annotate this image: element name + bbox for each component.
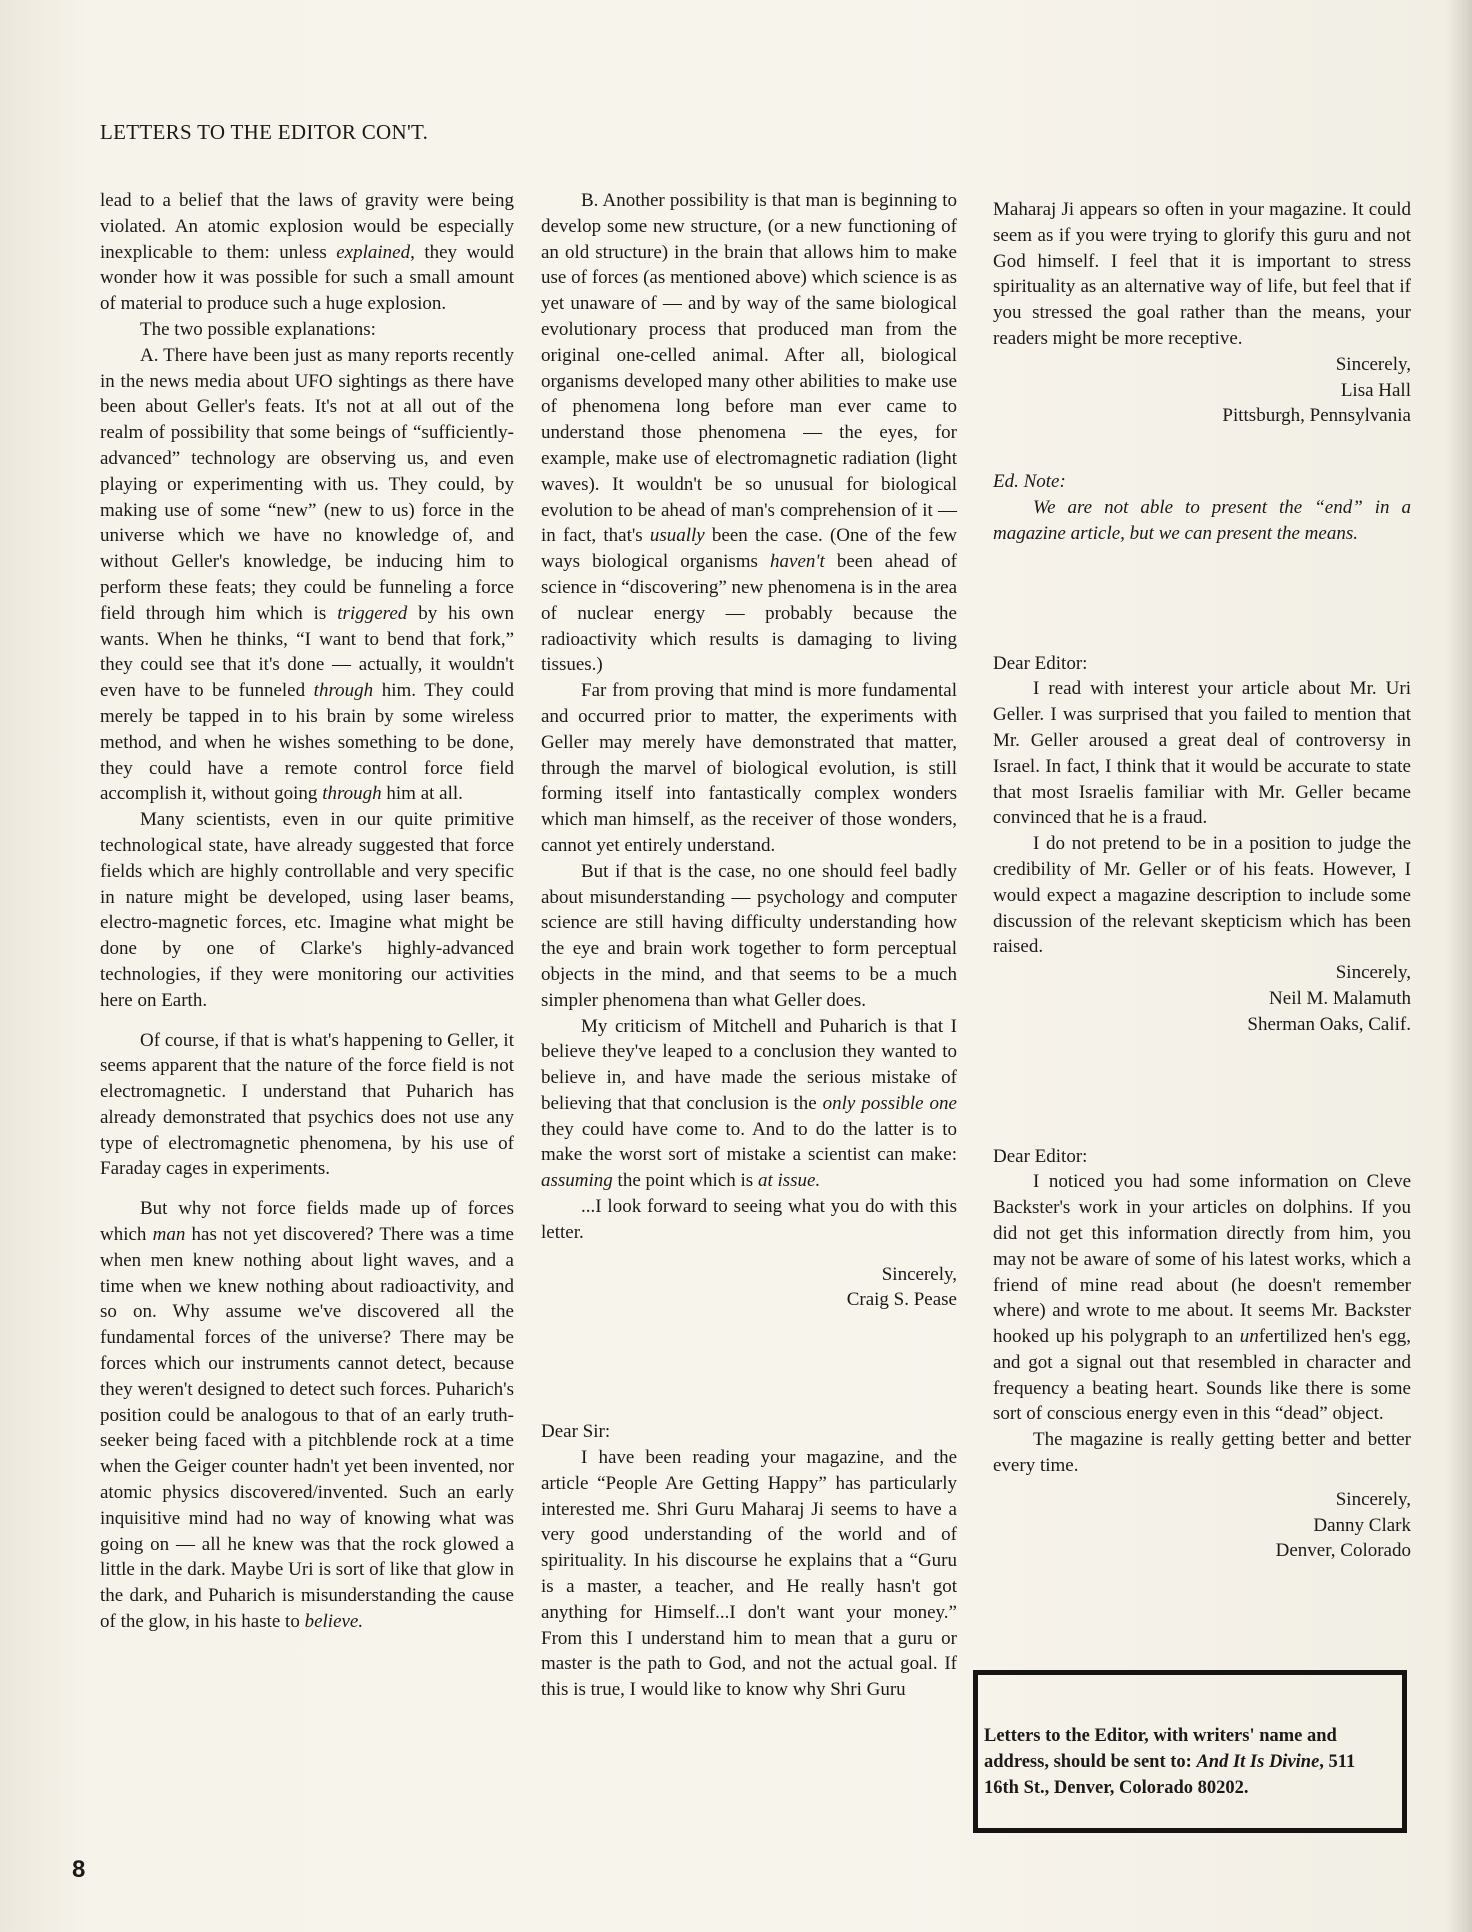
col3-letter4-paragraph-2: The magazine is really getting better and better every time.	[993, 1429, 1411, 1477]
col3-letter4-paragraph-1: I noticed you had some information on Cleve Backster's work in your articles on dolphins. If you did not get this information directly from him, you may not be aware of some of his latest works, which a friend of mine read about (he doesn't remember where) and wrote to me about. It seems Mr. Backster hooked up his polygraph to an unfertilized hen's egg, and got a signal out that resembled in character and frequency a beating heart. Sounds like there is some sort of conscious energy even in this “dead” object.	[993, 1171, 1411, 1425]
signature-name: Neil M. Malamuth	[1269, 987, 1411, 1009]
signature-location: Pittsburgh, Pennsylvania	[1222, 405, 1411, 427]
submission-info-box	[973, 1670, 1407, 1833]
page-header: LETTERS TO THE EDITOR CON'T.	[100, 120, 429, 144]
signature-neil-malamuth	[993, 960, 1411, 1037]
signature-closing: Sincerely,	[1335, 1488, 1411, 1510]
signature-craig-pease	[541, 1262, 957, 1314]
signature-name: Lisa Hall	[1340, 379, 1411, 401]
col2-paragraph-5: ...I look forward to seeing what you do with this letter.	[541, 1196, 957, 1243]
col2-paragraph-2: Far from proving that mind is more fundamental and occurred prior to matter, the experiments with Geller may merely have demonstrated that matter, through the marvel of biological evolution, is still forming itself into fantastically complex wonders which man himself, as the receiver of those wonders, cannot yet entirely understand.	[541, 680, 957, 856]
col2-paragraph-1: B. Another possibility is that man is beginning to develop some new structure, (or a new functioning of an old structure) in the brain that allows him to make use of forces (as mentioned above) which science is as yet unaware of — and by way of the same biological evolutionary process that produced man from the original one-celled animal. After all, biological organisms developed many other abilities to make use of phenomena long before man ever came to understand those phenomena — the eyes, for example, make use of electromagnetic radiation (light waves). It wouldn't be so unusual for biological evolution to be ahead of man's comprehension of it — in fact, that's usually been the case. (One of the few ways biological organisms haven't been ahead of science in “discovering” new phenomena is in the area of nuclear energy — probably because the radioactivity which results is damaging to living tissues.)	[541, 190, 958, 676]
column-1	[100, 188, 514, 1635]
page-edge-shadow	[1446, 0, 1472, 1932]
letter-salutation-dear-editor-1: Dear Editor:	[993, 652, 1088, 674]
col1-paragraph-2: The two possible explanations:	[140, 318, 376, 340]
submission-info-text: Letters to the Editor, with writers' name and address, should be sent to: And It Is Divine, 511 16th St., Denver, Colorado 80202.	[984, 1726, 1356, 1798]
col2-letter2-paragraph: I have been reading your magazine, and the article “People Are Getting Happy” has particularly interested me. Shri Guru Maharaj Ji seems to have a very good understanding of the world and of spirituality. In his discourse he explains that a “Guru is a master, a teacher, and He really hasn't got anything for Himself...I don't want your money.” From this I understand him to mean that a guru or master is the path to God, and not the actual goal. If this is true, I would like to know why Shri Guru	[541, 1447, 957, 1701]
col1-paragraph-3: A. There have been just as many reports recently in the news media about UFO sightings as there have been about Geller's feats. It's not at all out of the realm of possibility that some beings of “sufficiently-advanced” technology are observing us, and even playing or experimenting with us. They could, by making use of some “new” (new to us) force in the universe which we have no knowledge of, and without Geller's knowledge, be inducing him to perform these feats; they could be funneling a force field through him which is triggered by his own wants. When he thinks, “I want to bend that fork,” they could see that it's done — actually, it wouldn't even have to be funneled through him. They could merely be tapped in to his brain by some wireless method, and when he wishes something to be done, they could have a remote control force field accomplish it, without going through him at all.	[100, 344, 515, 805]
page-number: 8	[72, 1856, 86, 1883]
letter-salutation-dear-sir: Dear Sir:	[541, 1421, 611, 1443]
signature-name: Craig S. Pease	[846, 1289, 957, 1311]
signature-closing: Sincerely,	[1335, 353, 1411, 375]
signature-location: Sherman Oaks, Calif.	[1247, 1013, 1411, 1035]
signature-location: Denver, Colorado	[1275, 1540, 1411, 1562]
col1-paragraph-6: But why not force fields made up of forces which man has not yet discovered? There was a time when men knew nothing about light waves, and a time when we knew nothing about radioactivity, and so on. Why assume we've discovered all the fundamental forces of the universe? There may be forces which our instruments cannot detect, because they weren't designed to detect such forces. Puharich's position could be analogous to that of an early truth-seeker being faced with a pitchblende rock at a time when the Geiger counter hadn't yet been invented, nor atomic physics discovered/invented. Such an early inquisitive mind had no way of knowing what was going on — all he knew was that the rock glowed a little in the dark. Maybe Uri is sort of like that glow in the dark, and Puharich is misunderstanding the cause of the glow, in his haste to believe.	[100, 1198, 514, 1633]
col1-paragraph-1: lead to a belief that the laws of gravity were being violated. An atomic explosion would be especially inexplicable to them: unless explained, they would wonder how it was possible for such a small amount of material to produce such a huge explosion.	[100, 190, 514, 315]
letter-salutation-dear-editor-2: Dear Editor:	[993, 1145, 1088, 1167]
ed-note-heading: Ed. Note:	[993, 471, 1066, 493]
col3-letter3-paragraph-1: I read with interest your article about Mr. Uri Geller. I was surprised that you failed to mention that Mr. Geller aroused a great deal of controversy in Israel. In fact, I think that it would be accurate to state that most Israelis familiar with Mr. Geller became convinced that he is a fraud.	[993, 678, 1411, 829]
signature-danny-clark	[993, 1487, 1411, 1564]
col3-letter3-paragraph-2: I do not pretend to be in a position to judge the credibility of Mr. Geller or of his feats. However, I would expect a magazine description to include some discussion of the relevant skepticism which has been raised.	[993, 833, 1411, 958]
signature-closing: Sincerely,	[1335, 962, 1411, 984]
col1-paragraph-5: Of course, if that is what's happening to Geller, it seems apparent that the nature of the force field is not electromagnetic. I understand that Puharich has already demonstrated that psychics does not use any type of electromagnetic phenomena, by his use of Faraday cages in experiments.	[100, 1029, 514, 1180]
col2-paragraph-3: But if that is the case, no one should feel badly about misunderstanding — psychology and computer science are still having difficulty understanding how the eye and brain work together to form perceptual objects in the mind, and that seems to be a much simpler phenomena than what Geller does.	[541, 860, 957, 1011]
column-2	[541, 188, 957, 1703]
column-3	[993, 197, 1411, 1564]
signature-closing: Sincerely,	[881, 1263, 957, 1285]
signature-name: Danny Clark	[1313, 1514, 1411, 1536]
col1-paragraph-4: Many scientists, even in our quite primitive technological state, have already suggested that force fields which are highly controllable and very specific in nature might be developed, using laser beams, electro-magnetic forces, etc. Imagine what might be done by one of Clarke's highly-advanced technologies, if they were monitoring our activities here on Earth.	[100, 809, 514, 1011]
col3-letter2-continued: Maharaj Ji appears so often in your magazine. It could seem as if you were trying to glorify this guru and not God himself. I feel that it is important to stress spirituality as an alternative way of life, but feel that if you stressed the goal rather than the means, your readers might be more receptive.	[993, 199, 1411, 349]
signature-lisa-hall	[993, 352, 1411, 429]
col2-paragraph-4: My criticism of Mitchell and Puharich is that I believe they've leaped to a conclusion they wanted to believe in, and have made the serious mistake of believing that that conclusion is the only possible one they could have come to. And to do the latter is to make the worst sort of mistake a scientist can make: assuming the point which is at issue.	[541, 1015, 957, 1192]
ed-note-body: We are not able to present the “end” in a magazine article, but we can present the means.	[993, 496, 1411, 544]
